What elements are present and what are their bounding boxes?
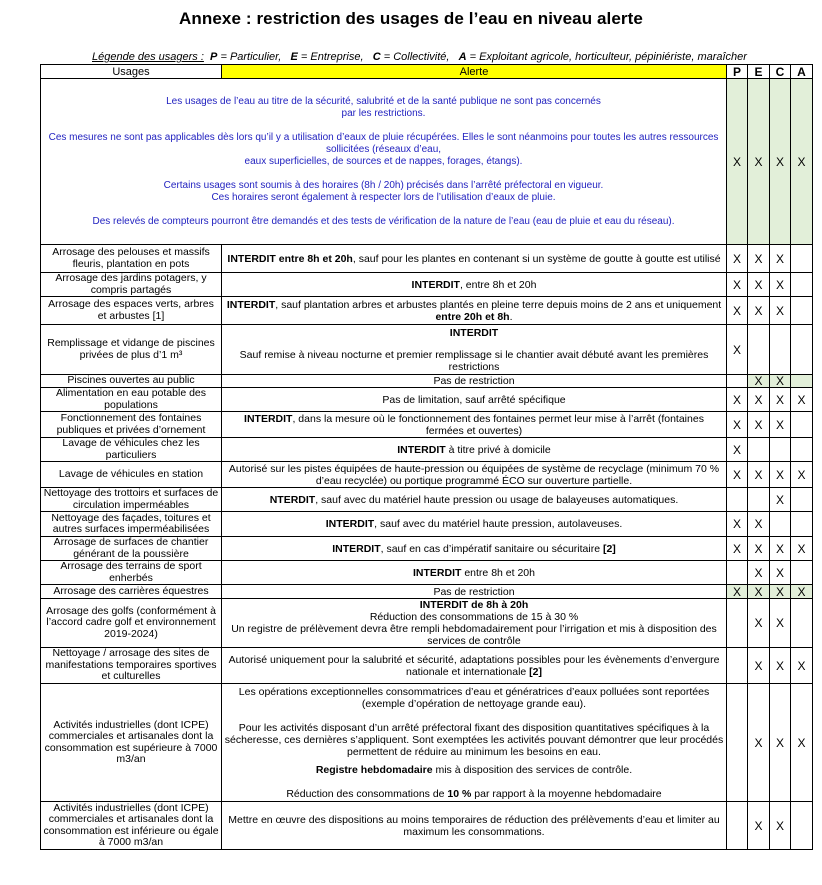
alerte-cell [222, 388, 727, 412]
table-row [41, 599, 813, 648]
mark-p: X [727, 412, 748, 438]
mark-c: X [770, 375, 791, 388]
mark-p [727, 599, 748, 648]
legend-prefix: Légende des usagers : [92, 51, 204, 63]
alerte-cell [222, 648, 727, 684]
alerte-cell [222, 325, 727, 375]
usage-cell: Nettoyage des trottoirs et surfaces de circulation imperméables [41, 488, 222, 512]
mark-c: X [770, 802, 791, 850]
alerte-cell [222, 375, 727, 388]
legend-key-c: C [372, 51, 381, 63]
mark-e: X [748, 273, 770, 297]
alerte-text: Mettre en œuvre des dispositions au moins temporaires de réduction des prélèvements d’eau et limiter au maximum les consommations. [228, 813, 720, 838]
usage-cell: Arrosage des terrains de sport enherbés [41, 561, 222, 585]
table-row [41, 561, 813, 585]
legend-key-a: A [458, 51, 467, 63]
alerte-text: Les opérations exceptionnelles consommatrices d’eau et génératrices d’eaux polluées sont reportées (exemple d’opération de nettoyage grande eau). [238, 685, 710, 710]
intro-mark-p: X [727, 79, 748, 245]
mark-p: X [727, 512, 748, 537]
alerte-bold: NTERDIT [269, 493, 316, 506]
mark-c [770, 325, 791, 375]
alerte-cell [222, 438, 727, 462]
alerte-cell [222, 412, 727, 438]
alerte-bold: INTERDIT [449, 326, 499, 339]
table-row [41, 245, 813, 273]
table-row [41, 438, 813, 462]
alerte-text: , sauf avec du matériel haute pression, autolaveuses. [374, 518, 623, 530]
alerte-text: Sauf remise à niveau nocturne et premier remplissage si le chantier avait débuté avant les premières restrictions [239, 348, 709, 373]
mark-a [791, 599, 813, 648]
table-row [41, 512, 813, 537]
table-row [41, 273, 813, 297]
intro-line: Les usages de l’eau au titre de la sécurité, salubrité et de la santé publique ne sont pas concernés [166, 95, 601, 107]
alerte-bold: INTERDIT [244, 412, 293, 425]
intro-mark-c: X [770, 79, 791, 245]
mark-a [791, 512, 813, 537]
intro-line: par les restrictions. [341, 107, 426, 119]
mark-a [791, 488, 813, 512]
alerte-text: Réduction des consommations de [286, 787, 448, 800]
alerte-cell [222, 297, 727, 325]
mark-c: X [770, 388, 791, 412]
usage-cell: Piscines ouvertes au public [41, 375, 222, 388]
header-c: C [770, 65, 791, 79]
mark-p [727, 488, 748, 512]
alerte-cell [222, 462, 727, 488]
header-usages: Usages [41, 65, 222, 79]
mark-e [748, 488, 770, 512]
mark-e: X [748, 412, 770, 438]
alerte-bold: [2] [529, 665, 543, 678]
usage-cell: Arrosage des pelouses et massifs fleuris, plantation en pots [41, 245, 222, 273]
mark-c: X [770, 648, 791, 684]
usage-cell: Remplissage et vidange de piscines privées de plus d’1 m³ [41, 325, 222, 375]
header-row [41, 65, 813, 79]
mark-p: X [727, 585, 748, 599]
alerte-text: Pas de limitation, sauf arrêté spécifique [382, 393, 566, 406]
alerte-bold: INTERDIT [325, 518, 375, 530]
alerte-bold: INTERDIT entre 8h et 20h [227, 252, 353, 265]
mark-p: X [727, 245, 748, 273]
mark-p: X [727, 325, 748, 375]
alerte-bold: INTERDIT [226, 298, 276, 311]
alerte-text: , sauf en cas d’impératif sanitaire ou sécuritaire [380, 542, 603, 555]
alerte-text: Autorisé uniquement pour la salubrité et sécurité, adaptations possibles pour les évènements d’envergure nationale et internationale [228, 653, 720, 678]
mark-e: X [748, 512, 770, 537]
alerte-text: , sauf plantation arbres et arbustes plantés en pleine terre depuis moins de 2 ans et uniquement [275, 298, 722, 311]
usage-cell: Lavage de véhicules en station [41, 462, 222, 488]
mark-a [791, 802, 813, 850]
intro-line: eaux superficielles, de sources et de nappes, forages, étangs). [244, 155, 523, 167]
table-row [41, 684, 813, 802]
mark-e: X [748, 462, 770, 488]
alerte-cell [222, 512, 727, 537]
mark-c: X [770, 297, 791, 325]
alerte-text: , dans la mesure où le fonctionnement des fontaines permet leur mise à l’arrêt (fontaines fermées et ouvertes) [292, 412, 704, 437]
mark-a: X [791, 684, 813, 802]
usage-cell: Fonctionnement des fontaines publiques et privées d’ornement [41, 412, 222, 438]
mark-a [791, 561, 813, 585]
alerte-cell [222, 599, 727, 648]
alerte-text: Pas de restriction [433, 585, 515, 598]
alerte-bold: INTERDIT [413, 566, 462, 579]
table-row [41, 537, 813, 561]
table-row [41, 488, 813, 512]
mark-c: X [770, 585, 791, 599]
mark-e: X [748, 684, 770, 802]
mark-e [748, 325, 770, 375]
usage-cell: Arrosage de surfaces de chantier générant de la poussière [41, 537, 222, 561]
mark-e: X [748, 561, 770, 585]
mark-p [727, 802, 748, 850]
alerte-text: Un registre de prélèvement devra être rempli hebdomadairement pour l’irrigation et mis à disposition des services de contrôle [231, 623, 717, 647]
mark-e: X [748, 245, 770, 273]
mark-p [727, 375, 748, 388]
intro-mark-a: X [791, 79, 813, 245]
legend-key-p: P [210, 51, 218, 63]
intro-line: Ces mesures ne sont pas applicables dès lors qu’il y a utilisation d’eaux de pluie récupérées. Elles le sont néanmoins pour toutes les autres ressources sollicitées (réseaux d’eau, [48, 131, 719, 155]
legend-label-p: Particulier, [229, 51, 282, 63]
header-e: E [748, 65, 770, 79]
mark-a: X [791, 388, 813, 412]
alerte-bold: INTERDIT de 8h à 20h [419, 599, 529, 611]
alerte-cell [222, 585, 727, 599]
table-row [41, 462, 813, 488]
intro-line: Des relevés de compteurs pourront être demandés et des tests de vérification de la nature de l’eau (eau de pluie et eau du réseau). [92, 215, 675, 227]
alerte-text: entre 8h et 20h [461, 566, 535, 579]
alerte-cell [222, 537, 727, 561]
mark-a [791, 438, 813, 462]
legend-key-e: E [290, 51, 298, 63]
legend: Légende des usagers : P = Particulier, E = Entreprise, C = Collectivité, A = Exploitant agricole, horticulteur, pépiniériste, maraîcher [92, 51, 747, 63]
alerte-cell [222, 245, 727, 273]
mark-c [770, 512, 791, 537]
table-row [41, 375, 813, 388]
mark-p: X [727, 537, 748, 561]
mark-c: X [770, 599, 791, 648]
mark-e: X [748, 297, 770, 325]
usage-cell: Activités industrielles (dont ICPE) commerciales et artisanales dont la consommation est inférieure ou égale à 7000 m3/an [41, 802, 222, 850]
alerte-bold: Registre hebdomadaire [315, 763, 433, 776]
mark-c: X [770, 245, 791, 273]
mark-c [770, 438, 791, 462]
mark-p: X [727, 273, 748, 297]
mark-e [748, 438, 770, 462]
mark-e: X [748, 802, 770, 850]
alerte-text: mis à disposition des services de contrôle. [432, 763, 633, 776]
alerte-text: à titre privé à domicile [445, 443, 551, 456]
mark-a: X [791, 537, 813, 561]
alerte-cell [222, 684, 727, 802]
alerte-bold: 10 % [447, 787, 472, 800]
alerte-cell [222, 273, 727, 297]
alerte-text: , sauf pour les plantes en contenant si un système de goutte à goutte est utilisé [352, 252, 721, 265]
alerte-cell [222, 561, 727, 585]
mark-p: X [727, 462, 748, 488]
restriction-table [40, 64, 813, 850]
alerte-text: par rapport à la moyenne hebdomadaire [471, 787, 662, 800]
mark-a [791, 325, 813, 375]
mark-a [791, 297, 813, 325]
alerte-text: Réduction des consommations de 15 à 30 % [369, 611, 579, 623]
mark-p [727, 648, 748, 684]
table-row [41, 297, 813, 325]
alerte-text: Pas de restriction [433, 375, 515, 387]
table-row [41, 388, 813, 412]
mark-e: X [748, 599, 770, 648]
intro-mark-e: X [748, 79, 770, 245]
alerte-bold: entre 20h et 8h [435, 310, 510, 323]
alerte-text: , sauf avec du matériel haute pression ou usage de balayeuses automatiques. [315, 493, 679, 506]
table-row [41, 585, 813, 599]
usage-cell: Activités industrielles (dont ICPE) commerciales et artisanales dont la consommation est supérieure à 7000 m3/an [41, 684, 222, 802]
alerte-cell [222, 802, 727, 850]
usage-cell: Arrosage des golfs (conformément à l’accord cadre golf et environnement 2019-2024) [41, 599, 222, 648]
header-a: A [791, 65, 813, 79]
page-title: Annexe : restriction des usages de l’eau en niveau alerte [179, 9, 643, 28]
mark-a [791, 273, 813, 297]
table-row [41, 325, 813, 375]
mark-a [791, 375, 813, 388]
intro-line: Certains usages sont soumis à des horaires (8h / 20h) précisés dans l’arrêté préfectoral en vigueur. [163, 179, 604, 191]
table-row [41, 802, 813, 850]
alerte-cell [222, 488, 727, 512]
usage-cell: Nettoyage des façades, toitures et autres surfaces imperméabilisées [41, 512, 222, 537]
mark-c: X [770, 488, 791, 512]
alerte-bold: INTERDIT [332, 542, 381, 555]
legend-label-e: Entreprise, [310, 51, 364, 63]
alerte-bold: INTERDIT [397, 443, 446, 456]
alerte-bold: INTERDIT [411, 278, 460, 291]
header-p: P [727, 65, 748, 79]
mark-a [791, 412, 813, 438]
mark-c: X [770, 537, 791, 561]
mark-a: X [791, 648, 813, 684]
mark-e: X [748, 388, 770, 412]
mark-c: X [770, 412, 791, 438]
mark-c: X [770, 273, 791, 297]
usage-cell: Arrosage des jardins potagers, y compris partagés [41, 273, 222, 297]
mark-e: X [748, 537, 770, 561]
alerte-text: Autorisé sur les pistes équipées de haute-pression ou équipées de système de recyclage (minimum 70 % d’eau recyclée) ou portique programmé ÉCO sur ouverture partielle. [228, 462, 720, 487]
alerte-text: Pour les activités disposant d’un arrêté préfectoral fixant des disposition quantitatives spécifiques à la sécheresse, ces dernières s’appliquent. Sont exemptées les activités pouvant démontrer que leur procédés permettent de réduire au minimum les besoins en eau. [224, 721, 724, 758]
intro-text [41, 79, 727, 245]
mark-p: X [727, 388, 748, 412]
intro-row [41, 79, 813, 245]
mark-c: X [770, 462, 791, 488]
mark-p: X [727, 438, 748, 462]
mark-e: X [748, 375, 770, 388]
mark-c: X [770, 684, 791, 802]
usage-cell: Lavage de véhicules chez les particuliers [41, 438, 222, 462]
header-alerte: Alerte [222, 65, 727, 79]
mark-p [727, 684, 748, 802]
usage-cell: Alimentation en eau potable des populations [41, 388, 222, 412]
usage-cell: Arrosage des espaces verts, arbres et arbustes [1] [41, 297, 222, 325]
mark-e: X [748, 585, 770, 599]
mark-a: X [791, 462, 813, 488]
table-row [41, 648, 813, 684]
table-row [41, 412, 813, 438]
mark-e: X [748, 648, 770, 684]
usage-cell: Nettoyage / arrosage des sites de manifestations temporaires sportives et culturelles [41, 648, 222, 684]
mark-p [727, 561, 748, 585]
mark-c: X [770, 561, 791, 585]
mark-p: X [727, 297, 748, 325]
alerte-text: . [509, 310, 513, 323]
legend-label-a: Exploitant agricole, horticulteur, pépiniériste, maraîcher [479, 51, 747, 63]
alerte-text: , entre 8h et 20h [459, 278, 537, 291]
intro-line: Ces horaires seront également à respecter lors de l’utilisation d’eaux de pluie. [211, 191, 556, 203]
alerte-bold: [2] [602, 542, 616, 555]
mark-a [791, 245, 813, 273]
usage-cell: Arrosage des carrières équestres [41, 585, 222, 599]
mark-a: X [791, 585, 813, 599]
legend-label-c: Collectivité, [393, 51, 450, 63]
